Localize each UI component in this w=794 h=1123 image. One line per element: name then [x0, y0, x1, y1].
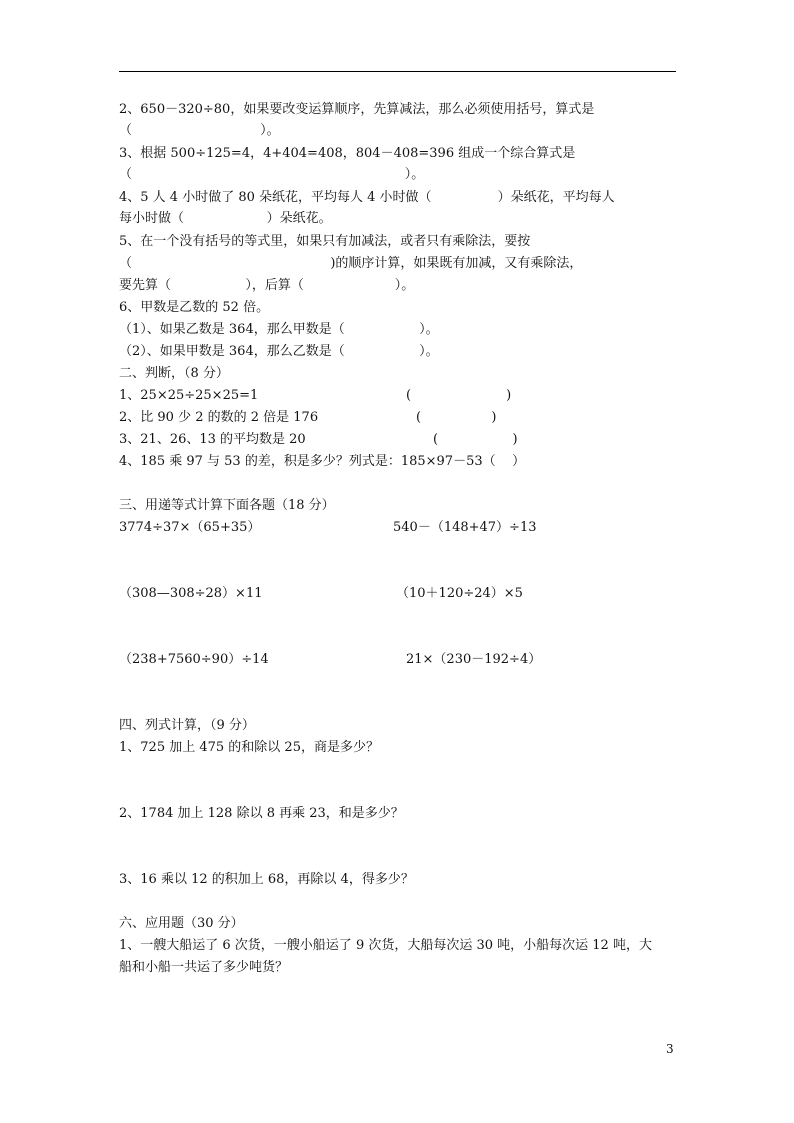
- header-rule: [119, 71, 676, 72]
- listcalc-q3: 3、16 乘以 12 的积加上 68，再除以 4，得多少？: [119, 872, 414, 887]
- fill-q5-line1: 5、在一个没有括号的等式里，如果只有加减法，或者只有乘除法，要按: [119, 234, 531, 249]
- judge-q2: 2、比 90 少 2 的数的 2 倍是 176: [119, 410, 319, 425]
- fill-q6-line2: （1）、如果乙数是 364，那么甲数是（ ）。: [119, 322, 439, 337]
- section-app-heading: 六、应用题（30 分）: [119, 916, 244, 931]
- fill-q2-line2: （ ）。: [119, 123, 280, 138]
- section-judge-heading: 二、判断，（8 分）: [119, 366, 229, 381]
- fill-q2-line1: 2、650－320÷80，如果要改变运算顺序，先算减法，那么必须使用括号，算式是: [119, 102, 595, 117]
- calc-expr-5: （238+7560÷90）÷14: [119, 652, 269, 667]
- fill-q3-line1: 3、根据 500÷125=4，4+404=408，804－408=396 组成一个综合算式是: [119, 146, 576, 161]
- judge-q3-answer-paren: ( ): [433, 432, 518, 447]
- fill-q5-line2: （ )的顺序计算，如果既有加减，又有乘除法，: [119, 256, 583, 271]
- judge-q3: 3、21、26、13 的平均数是 20: [119, 432, 306, 447]
- fill-q5-line3: 要先算（ ），后算（ ）。: [119, 278, 415, 293]
- judge-q2-answer-paren: ( ): [416, 410, 497, 425]
- calc-expr-6: 21×（230－192÷4）: [406, 652, 542, 667]
- calc-expr-4: （10＋120÷24）×5: [396, 586, 523, 601]
- app-q1-line2: 船和小船一共运了多少吨货？: [119, 960, 289, 975]
- listcalc-q2: 2、1784 加上 128 除以 8 再乘 23，和是多少？: [119, 806, 404, 821]
- fill-q6-line3: （2）、如果甲数是 364，那么乙数是（ ）。: [119, 344, 439, 359]
- judge-q1: 1、25×25÷25×25=1: [119, 388, 259, 403]
- app-q1-line1: 1、一艘大船运了 6 次货，一艘小船运了 9 次货，大船每次运 30 吨，小船每次运 12 吨，大: [119, 938, 652, 953]
- page-number: 3: [666, 1042, 674, 1056]
- calc-expr-2: 540－（148+47）÷13: [393, 520, 537, 535]
- judge-q4: 4、185 乘 97 与 53 的差，积是多少？列式是：185×97－53（ ）: [119, 454, 526, 469]
- section-calc-heading: 三、用递等式计算下面各题（18 分）: [119, 498, 335, 513]
- section-listcalc-heading: 四、列式计算，（9 分）: [119, 718, 255, 733]
- judge-q1-answer-paren: ( ): [406, 388, 512, 403]
- fill-q4-line2: 每小时做（ ）朵纸花。: [119, 211, 332, 226]
- fill-q3-line2: （ ）。: [119, 167, 425, 182]
- fill-q6-line1: 6、甲数是乙数的 52 倍。: [119, 300, 270, 315]
- calc-expr-3: （308—308÷28）×11: [119, 586, 263, 601]
- calc-expr-1: 3774÷37×（65+35）: [119, 520, 261, 535]
- listcalc-q1: 1、725 加上 475 的和除以 25，商是多少？: [119, 740, 379, 755]
- fill-q4-line1: 4、5 人 4 小时做了 80 朵纸花，平均每人 4 小时做（ ）朵纸花，平均每人: [119, 190, 615, 205]
